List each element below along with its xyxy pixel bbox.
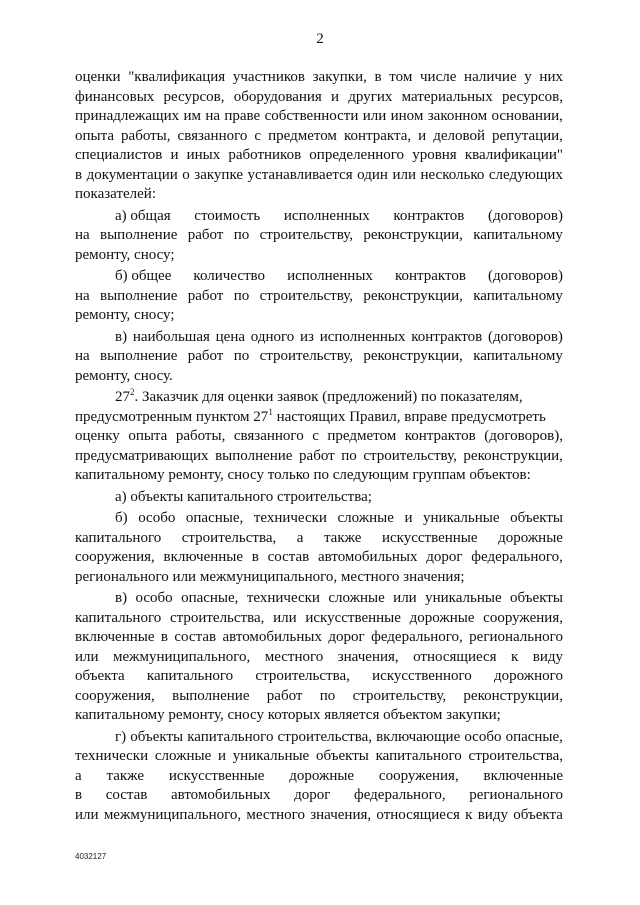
- word: праве: [224, 108, 261, 124]
- word: или: [75, 806, 99, 823]
- word: цена: [215, 328, 246, 345]
- text-line: [75, 648, 563, 668]
- word: других: [348, 88, 393, 105]
- word: у: [524, 69, 532, 85]
- word: следующих: [488, 166, 563, 183]
- word: на: [75, 348, 90, 364]
- word: дорожные: [498, 529, 563, 546]
- word: наличие: [464, 69, 517, 85]
- word: регионального: [469, 787, 563, 803]
- word: предметом: [268, 127, 337, 144]
- word: строительству,: [352, 687, 447, 704]
- word: законном: [427, 108, 488, 124]
- word: автомобильных: [222, 629, 322, 645]
- text-line: [75, 767, 563, 787]
- word: объекта: [75, 668, 125, 684]
- word: опасные,: [505, 728, 563, 745]
- word: регионального: [469, 629, 563, 645]
- word: определенного: [309, 147, 405, 163]
- word: исполненных: [283, 207, 370, 224]
- paragraph-criteria-intro: [75, 68, 563, 205]
- text-line: [75, 408, 563, 428]
- text-line: [75, 548, 563, 568]
- word: контрактов: [394, 268, 466, 284]
- text-line: [75, 347, 563, 367]
- word: предусматривающих: [75, 447, 209, 464]
- word: из: [300, 328, 314, 345]
- text-line: капитальному ремонту, сносу которых является объектом закупки;: [75, 707, 501, 723]
- word: уникальные: [232, 748, 310, 764]
- word: (договоров): [487, 268, 563, 284]
- text-line: а) объекты капитального строительства;: [115, 488, 372, 505]
- word: на: [75, 287, 90, 304]
- group-item-b: [75, 509, 563, 587]
- text-line: ремонту, сносу;: [75, 246, 175, 263]
- word: в: [75, 166, 83, 183]
- clause-number: 27: [115, 389, 130, 405]
- word: значения,: [310, 806, 372, 823]
- word: закупки,: [312, 69, 367, 85]
- group-item-d: [75, 728, 563, 826]
- word: реконструкции,: [363, 227, 463, 243]
- word: дорог: [426, 549, 463, 565]
- word: строительству,: [259, 287, 354, 304]
- text-line: [75, 226, 563, 246]
- word: оценки: [75, 69, 121, 85]
- word: федерального,: [353, 787, 446, 803]
- word: одного: [250, 328, 295, 345]
- word: опыта: [75, 127, 115, 144]
- text-line: ремонту, сносу.: [75, 367, 173, 384]
- word: контракта,: [343, 127, 412, 144]
- word: дорожные: [409, 609, 475, 626]
- word: строительства,: [169, 609, 265, 626]
- word: опыта: [128, 428, 168, 444]
- document-code: 4032127: [75, 852, 107, 861]
- word: технически: [246, 590, 320, 606]
- word: г): [115, 728, 127, 745]
- text-line: [75, 427, 563, 447]
- word: количество: [193, 268, 266, 284]
- word: реконструкции,: [463, 687, 563, 704]
- word: капитальному: [473, 348, 563, 364]
- word: числе: [420, 69, 457, 85]
- word: финансовых: [75, 88, 155, 105]
- document-body: [75, 68, 563, 827]
- text-line: [75, 667, 563, 687]
- text-line: [75, 589, 563, 609]
- word: по: [341, 447, 357, 464]
- clause-27-2: [75, 388, 563, 486]
- word: реконструкции,: [363, 287, 463, 304]
- word: выполнение: [100, 227, 178, 243]
- text-line: [75, 529, 563, 549]
- word: выполнение: [100, 287, 178, 304]
- word: ресурсов,: [163, 88, 225, 105]
- word: объекты: [315, 748, 369, 764]
- word: также: [323, 529, 362, 546]
- text-line: показателей:: [75, 186, 156, 202]
- word: по: [319, 687, 336, 704]
- word: по: [233, 348, 250, 364]
- word: федерального,: [471, 549, 563, 565]
- word: с: [254, 127, 262, 144]
- word: местного: [264, 648, 324, 665]
- word: строительства,: [468, 748, 563, 764]
- reference-sup: 1: [268, 406, 273, 417]
- word: сооружения,: [75, 549, 155, 565]
- word: (договоров): [487, 328, 563, 345]
- word: включенные: [483, 767, 563, 784]
- word: сложные: [154, 748, 212, 764]
- word: работ: [266, 687, 303, 704]
- word: относящиеся: [376, 806, 460, 823]
- word: сооружения,: [483, 609, 563, 626]
- word: технически: [75, 748, 149, 764]
- text-line: [75, 509, 563, 529]
- word: деловой: [433, 127, 485, 144]
- word: исполненных: [287, 268, 373, 284]
- text-line: капитальному ремонту, сносу только по следующим группам объектов:: [75, 467, 531, 483]
- word: предметом: [327, 428, 397, 444]
- text-line: [75, 447, 563, 467]
- word: особо: [464, 728, 502, 745]
- word: или: [393, 590, 417, 606]
- word: особо: [135, 590, 173, 606]
- word: стоимость: [194, 207, 261, 224]
- text-line: ремонту, сносу;: [75, 307, 175, 323]
- word: или: [362, 108, 387, 124]
- word: и: [217, 748, 226, 764]
- word: несколько: [420, 166, 485, 183]
- word: капитального: [187, 728, 274, 745]
- word: уникальные: [423, 510, 500, 526]
- text-line: [75, 127, 563, 147]
- word: один: [357, 166, 388, 183]
- word: сложные: [337, 510, 394, 526]
- word: по: [233, 287, 250, 304]
- word: капитального: [146, 668, 234, 684]
- word: связанного: [233, 428, 304, 444]
- word: дорожного: [494, 668, 563, 684]
- word: объекты: [510, 510, 563, 526]
- word: также: [106, 767, 144, 784]
- word: квалификации": [464, 147, 563, 163]
- word: контрактов: [411, 328, 483, 345]
- word: контрактов: [393, 207, 465, 224]
- text-fragment: предусмотренным пунктом 27: [75, 408, 269, 425]
- text-line: [75, 287, 563, 307]
- word: а: [296, 529, 304, 546]
- word: строительства,: [181, 529, 277, 546]
- word: с: [312, 428, 319, 444]
- text-line: [75, 388, 563, 408]
- word: строительства,: [255, 668, 350, 684]
- word: основании,: [491, 108, 563, 124]
- word: а) общая: [115, 207, 171, 224]
- word: дорог: [294, 787, 331, 803]
- word: работы,: [121, 127, 171, 144]
- text-line: [75, 806, 563, 826]
- word: ресурсов,: [501, 88, 563, 105]
- word: работ: [187, 348, 224, 364]
- word: или: [273, 609, 297, 626]
- word: работ: [187, 287, 224, 304]
- page-number: 2: [316, 31, 324, 47]
- text-line: [75, 267, 563, 287]
- word: по: [233, 227, 250, 243]
- word: в: [160, 629, 168, 645]
- word: уровня: [412, 147, 457, 163]
- text-line: [75, 207, 563, 227]
- word: устанавливается: [247, 166, 353, 183]
- text-line: [75, 687, 563, 707]
- word: межмуниципального,: [112, 648, 251, 665]
- word: особо: [138, 510, 176, 526]
- word: местного: [246, 806, 305, 823]
- word: дорог: [328, 629, 365, 645]
- word: принадлежащих: [75, 108, 180, 124]
- word: выполнение: [100, 348, 178, 364]
- word: закупке: [194, 166, 244, 183]
- word: включенные: [163, 549, 244, 565]
- word: на: [205, 108, 221, 124]
- word: относящиеся: [413, 648, 497, 665]
- word: сооружения,: [75, 687, 155, 704]
- word: объекты: [130, 728, 184, 745]
- group-item-c: [75, 589, 563, 726]
- word: исполненных: [319, 328, 406, 345]
- word: (договоров),: [484, 428, 563, 444]
- word: автомобильных: [170, 787, 271, 803]
- word: сооружения,: [378, 767, 459, 784]
- word: технически: [253, 510, 327, 526]
- word: значения,: [337, 648, 399, 665]
- word: в: [374, 69, 382, 85]
- word: или: [75, 648, 99, 665]
- word: реконструкции,: [463, 447, 563, 464]
- word: капитальному: [473, 227, 563, 243]
- text-line: [75, 166, 563, 186]
- word: объекта: [513, 806, 563, 823]
- text-line: [75, 146, 563, 166]
- word: о: [182, 166, 190, 183]
- word: в): [115, 590, 128, 606]
- list-item-b: [75, 267, 563, 326]
- word: связанного: [177, 127, 248, 144]
- text-line: [75, 328, 563, 348]
- word: сложные: [328, 590, 385, 606]
- clause-text: . Заказчик для оценки заявок (предложений) по показателям,: [134, 389, 523, 405]
- word: капитального: [75, 609, 162, 626]
- word: работников: [228, 147, 302, 163]
- word: объекты: [510, 590, 563, 606]
- word: них: [539, 69, 563, 85]
- text-line: [75, 786, 563, 806]
- text-line: [75, 88, 563, 108]
- word: строительству,: [363, 447, 457, 464]
- word: материальных: [401, 88, 493, 105]
- text-line: [75, 628, 563, 648]
- word: том: [389, 69, 413, 85]
- word: (договоров): [488, 207, 563, 224]
- word: собственности: [264, 108, 359, 124]
- word: капитальному: [473, 287, 563, 304]
- word: "квалификация: [128, 69, 226, 85]
- word: им: [183, 108, 201, 124]
- word: включенные: [75, 629, 155, 645]
- word: искусственные: [168, 767, 265, 784]
- word: репутации,: [492, 127, 563, 144]
- word: капитального: [375, 748, 462, 764]
- word: ином: [390, 108, 424, 124]
- text-line: [75, 107, 563, 127]
- word: работ: [187, 227, 224, 243]
- text-line: [75, 728, 563, 748]
- word: виду: [532, 648, 563, 665]
- word: виду: [477, 806, 508, 823]
- word: наибольшая: [132, 328, 210, 345]
- clause-number-sup: 2: [130, 387, 135, 397]
- word: к: [511, 648, 519, 665]
- group-item-a: [75, 488, 563, 508]
- text-line: [75, 68, 563, 88]
- word: реконструкции,: [363, 348, 463, 364]
- text-line: [75, 609, 563, 629]
- word: искусственного: [372, 668, 472, 684]
- list-item-a: [75, 207, 563, 266]
- word: и: [404, 510, 413, 526]
- word: дорожные: [289, 767, 355, 784]
- word: в): [115, 328, 128, 345]
- word: а: [75, 767, 82, 784]
- word: на: [75, 227, 90, 243]
- word: в: [251, 549, 259, 565]
- word: включающие: [376, 728, 461, 745]
- word: межмуниципального,: [103, 806, 242, 823]
- word: и: [418, 127, 427, 144]
- word: опасные,: [181, 590, 239, 606]
- text-line: [75, 747, 563, 767]
- word: состав: [105, 787, 148, 803]
- word: строительству,: [259, 348, 354, 364]
- word: выполнение: [215, 447, 293, 464]
- word: специалистов: [75, 147, 163, 163]
- word: строительству,: [259, 227, 354, 243]
- word: уникальные: [425, 590, 502, 606]
- word: выполнение: [172, 687, 250, 704]
- word: б) общее: [115, 268, 172, 284]
- text-line: регионального или межмуниципального, местного значения;: [75, 568, 465, 585]
- word: к: [465, 806, 473, 823]
- word: работы,: [175, 428, 226, 444]
- word: капитального: [75, 529, 162, 546]
- word: состав: [267, 549, 310, 565]
- word: документации: [86, 166, 178, 183]
- word: опасные,: [185, 510, 244, 526]
- word: или: [392, 166, 416, 183]
- word: оборудования: [233, 88, 322, 105]
- word: строительства,: [277, 728, 373, 745]
- word: работ: [299, 447, 335, 464]
- word: федерального,: [371, 629, 463, 645]
- word: искусственные: [381, 529, 478, 546]
- text-fragment: настоящих Правил, вправе предусмотреть: [272, 408, 546, 425]
- word: автомобильных: [317, 549, 418, 565]
- list-item-c: [75, 328, 563, 387]
- word: и: [331, 88, 340, 105]
- word: в: [75, 787, 83, 803]
- word: оценку: [75, 428, 120, 444]
- word: искусственные: [305, 609, 401, 626]
- word: участников: [232, 69, 305, 85]
- word: б): [115, 510, 128, 526]
- word: состав: [174, 629, 217, 645]
- word: иных: [186, 147, 221, 163]
- word: контрактов: [404, 428, 476, 444]
- word: и: [170, 147, 179, 163]
